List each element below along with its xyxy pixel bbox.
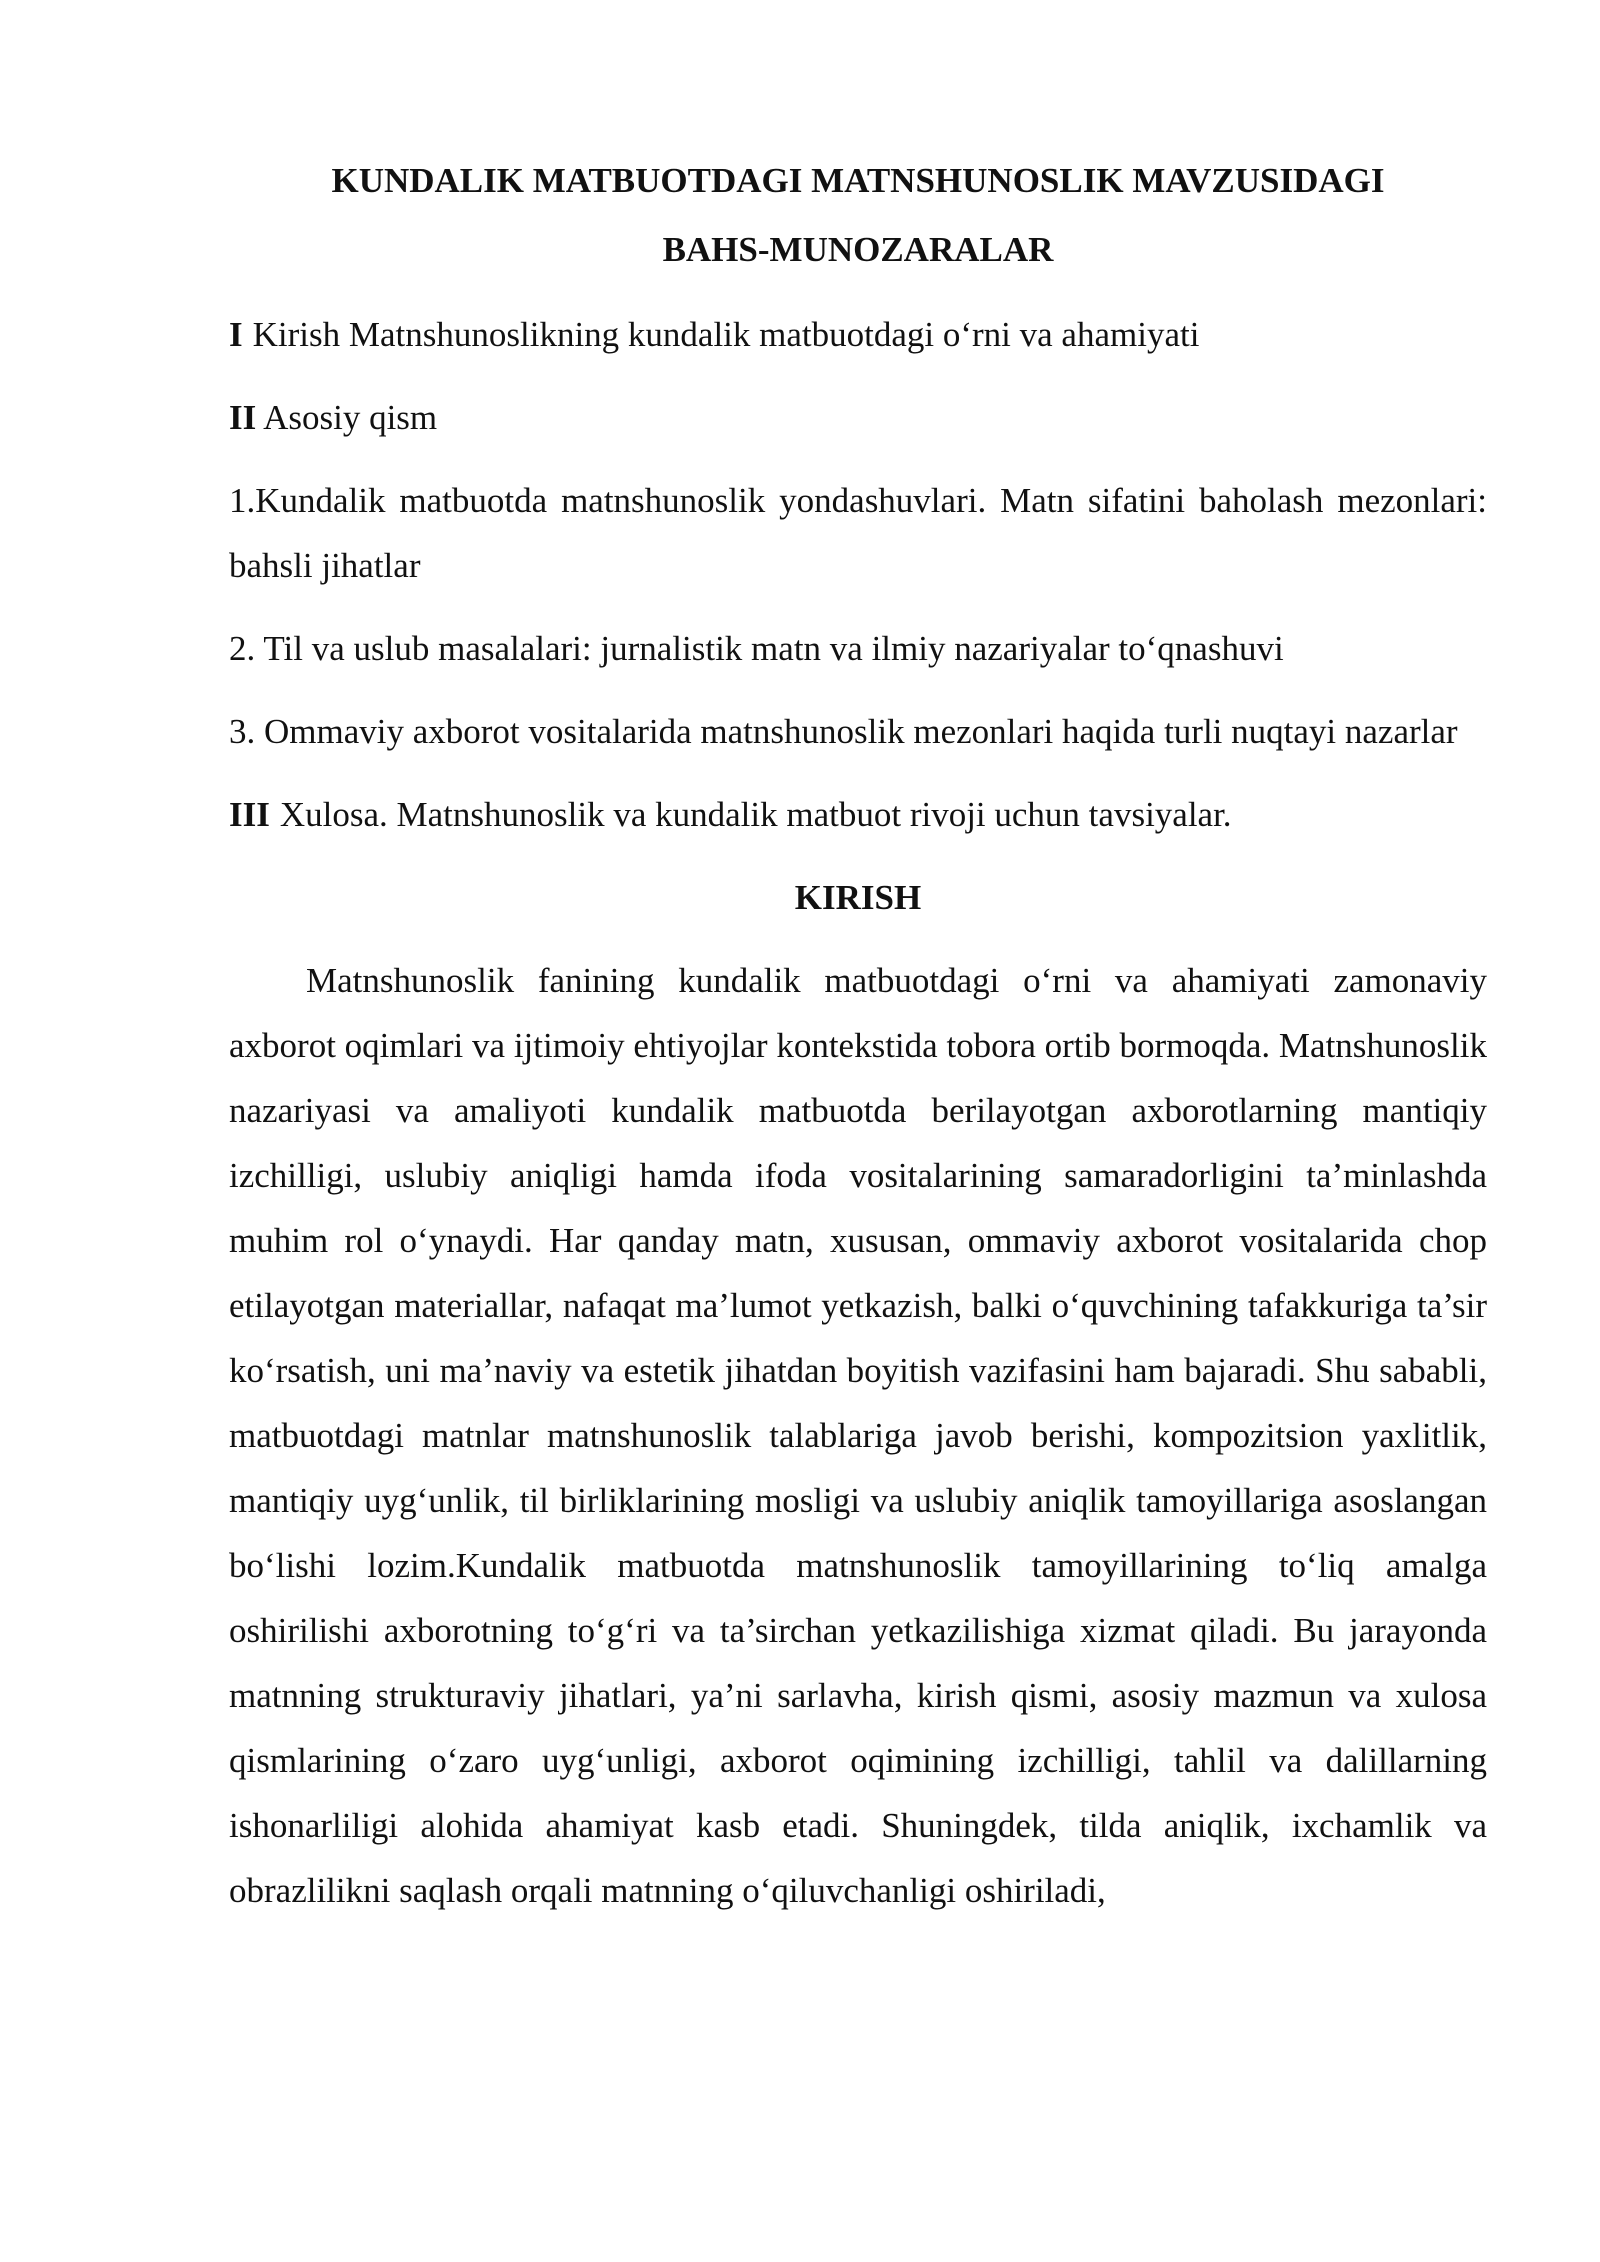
outline-intro-text: Kirish Matnshunoslikning kundalik matbuotdagi o‘rni va ahamiyati	[252, 315, 1200, 354]
page-content	[229, 146, 1487, 1923]
title-line-1: KUNDALIK MATBUOTDAGI MATNSHUNOSLIK MAVZUSIDAGI	[331, 161, 1385, 200]
section-heading-kirish: KIRISH	[794, 878, 922, 917]
outline-main-numeral: II	[229, 398, 257, 437]
outline-point-2: 2. Til va uslub masalalari: jurnalistik matn va ilmiy nazariyalar to‘qnashuvi	[229, 629, 1284, 668]
outline-point-1: 1.Kundalik matbuotda matnshunoslik yondashuvlari. Matn sifatini baholash mezonlari: bahsli jihatlar	[229, 481, 1487, 585]
document-title	[229, 146, 1487, 284]
outline-main-text: Asosiy qism	[263, 398, 438, 437]
outline-intro-numeral: I	[229, 315, 243, 354]
outline-intro	[229, 302, 1487, 367]
title-line-2: BAHS-MUNOZARALAR	[662, 230, 1054, 269]
outline-conclusion-numeral: III	[229, 795, 270, 834]
outline-main	[229, 385, 1487, 450]
outline-conclusion-text: Xulosa. Matnshunoslik va kundalik matbuot rivoji uchun tavsiyalar.	[279, 795, 1232, 834]
body-paragraph: Matnshunoslik fanining kundalik matbuotdagi o‘rni va ahamiyati zamonaviy axborot oqimlari va ijtimoiy ehtiyojlar kontekstida tobora ortib bormoqda. Matnshunoslik nazariyasi va amaliyoti kundalik matbuotda berilayotgan axborotlarning mantiqiy izchilligi, uslubiy aniqligi hamda ifoda vositalarining samaradorligini ta’minlashda muhim rol o‘ynaydi. Har qanday matn, xususan, ommaviy axborot vositalarida chop etilayotgan materiallar, nafaqat ma’lumot yetkazish, balki o‘quvchining tafakkuriga ta’sir ko‘rsatish, uni ma’naviy va estetik jihatdan boyitish vazifasini ham bajaradi. Shu sababli, matbuotdagi matnlar matnshunoslik talablariga javob berishi, kompozitsion yaxlitlik, mantiqiy uyg‘unlik, til birliklarining mosligi va uslubiy aniqlik tamoyillariga asoslangan bo‘lishi lozim.Kundalik matbuotda matnshunoslik tamoyillarining to‘liq amalga oshirilishi axborotning to‘g‘ri va ta’sirchan yetkazilishiga xizmat qiladi. Bu jarayonda matnning strukturaviy jihatlari, ya’ni sarlavha, kirish qismi, asosiy mazmun va xulosa qismlarining o‘zaro uyg‘unligi, axborot oqimining izchilligi, tahlil va dalillarning ishonarliligi alohida ahamiyat kasb etadi. Shuningdek, tilda aniqlik, ixchamlik va obrazlilikni saqlash orqali matnning o‘qiluvchanligi oshiriladi,	[229, 961, 1487, 1910]
outline-point-3: 3. Ommaviy axborot vositalarida matnshunoslik mezonlari haqida turli nuqtayi nazarlar	[229, 712, 1458, 751]
outline-conclusion	[229, 782, 1487, 847]
